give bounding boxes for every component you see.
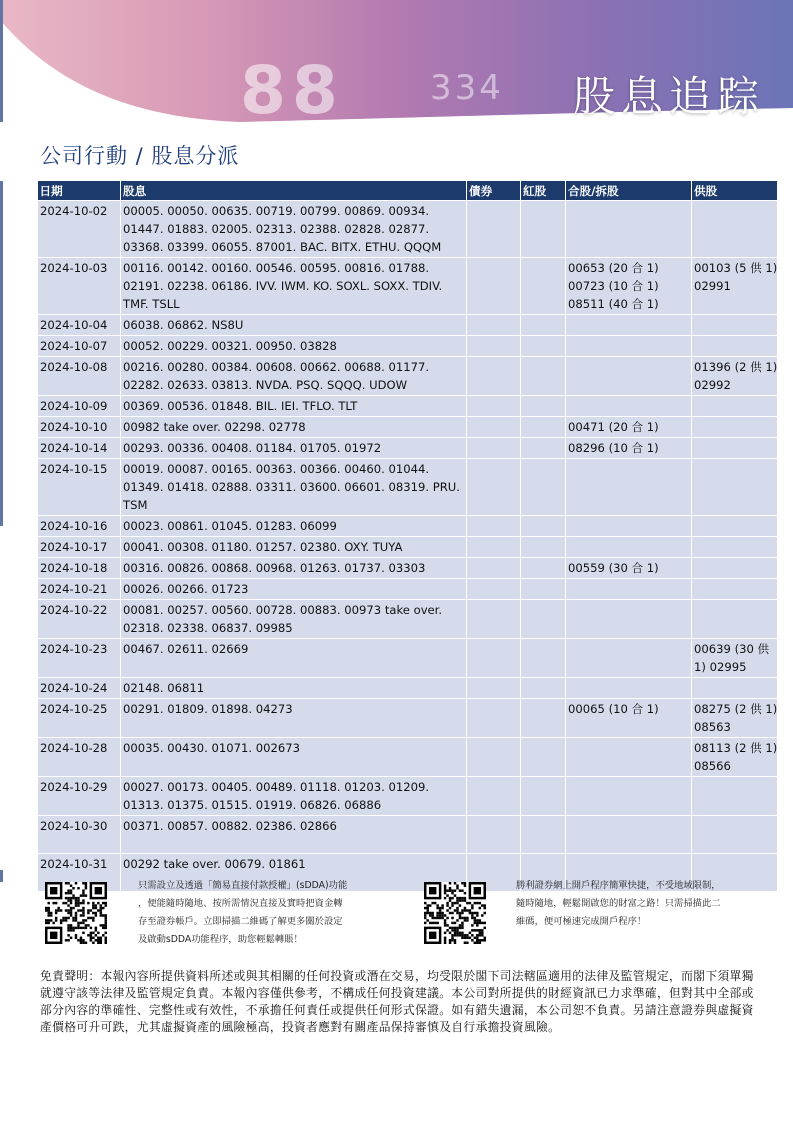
split-cell-line: 00559 (30 合 1) [568,561,659,575]
bond-cell [467,315,521,336]
side-marker [0,870,3,882]
split-cell [566,537,692,558]
bonus-cell [521,357,566,396]
table-row [38,336,778,357]
dividend-table [37,181,778,892]
date-cell: 2024-10-09 [38,396,121,417]
side-marker [0,181,3,526]
dividend-cell [121,438,467,459]
rights-cell-line: 1) 02995 [694,660,747,674]
bonus-cell [521,738,566,777]
split-cell-line: 08511 (40 合 1) [568,297,659,311]
date-cell: 2024-10-23 [38,639,121,678]
table-row [38,357,778,396]
dividend-cell-line: 00467. 02611. 02669 [123,642,249,656]
dividend-cell-line: 00027. 00173. 00405. 00489. 01118. 01203. 01209. [123,780,430,794]
account-opening-qr-code[interactable] [424,882,486,944]
split-cell [566,579,692,600]
table-row [38,678,778,699]
split-cell [566,639,692,678]
dividend-cell-line: 01313. 01375. 01515. 01919. 06826. 06886 [123,798,382,812]
dividend-cell-line: 00292 take over. 00679. 01861 [123,857,306,871]
table-row [38,438,778,459]
bond-cell [467,201,521,258]
dividend-cell-line: 02148. 06811 [123,681,205,695]
rights-cell-line: 02992 [694,378,731,392]
rights-cell-line: 00103 (5 供 1) [694,261,778,275]
rights-cell [692,558,778,579]
dividend-cell-line: 02318. 02338. 06837. 09985 [123,621,293,635]
dividend-cell-line: 00293. 00336. 00408. 01184. 01705. 01972 [123,441,382,455]
dividend-cell-line: 00023. 00861. 01045. 01283. 06099 [123,519,337,533]
split-cell [566,396,692,417]
dividend-cell-line: TSM [123,498,148,512]
rights-cell [692,315,778,336]
dividend-cell-line: 06038. 06862. NS8U [123,318,244,332]
dividend-cell [121,516,467,537]
split-cell [566,417,692,438]
date-cell: 2024-10-03 [38,258,121,315]
dividend-cell [121,558,467,579]
table-row [38,699,778,738]
split-cell [566,600,692,639]
split-cell [566,678,692,699]
dividend-cell [121,315,467,336]
sdda-qr-code[interactable] [45,882,107,944]
date-cell: 2024-10-04 [38,315,121,336]
split-cell [566,459,692,516]
bonus-cell [521,459,566,516]
dividend-cell [121,777,467,816]
promo-line: 及啟動sDDA功能程序，助您輕鬆轉賬！ [138,934,303,945]
bonus-cell [521,315,566,336]
dividend-cell-line: 00116. 00142. 00160. 00546. 00595. 00816. 01788. [123,261,430,275]
dividend-cell [121,459,467,516]
col-header-bond: 債券 [467,181,521,201]
header-banner [0,0,793,122]
sdda-promo-text [138,877,388,949]
split-cell [566,516,692,537]
table-row [38,777,778,816]
dividend-cell-line: 00316. 00826. 00868. 00968. 01263. 01737. 03303 [123,561,426,575]
rights-cell-line: 08113 (2 供 1) [694,741,778,755]
bonus-cell [521,579,566,600]
dividend-cell [121,639,467,678]
date-cell: 2024-10-16 [38,516,121,537]
date-cell: 2024-10-18 [38,558,121,579]
dividend-cell-line: 00005. 00050. 00635. 00719. 00799. 00869. 00934. [123,204,430,218]
split-cell [566,738,692,777]
split-cell-line: 00723 (10 合 1) [568,279,659,293]
bonus-cell [521,516,566,537]
split-cell-line: 00065 (10 合 1) [568,702,659,716]
side-marker [0,0,3,122]
date-cell: 2024-10-02 [38,201,121,258]
bonus-cell [521,777,566,816]
table-row [38,639,778,678]
dividend-cell-line: 00035. 00430. 01071. 002673 [123,741,301,755]
bonus-cell [521,336,566,357]
rights-cell [692,579,778,600]
split-cell [566,777,692,816]
dividend-cell-line: 00026. 00266. 01723 [123,582,249,596]
dividend-cell-line: 02191. 02238. 06186. IVV. IWM. KO. SOXL. SOXX. TDIV. [123,279,443,293]
bonus-cell [521,816,566,854]
rights-cell [692,201,778,258]
table-body [38,201,778,892]
split-cell [566,438,692,459]
rights-cell-line: 01396 (2 供 1) [694,360,778,374]
table-row [38,396,778,417]
rights-cell-line: 08563 [694,720,731,734]
rights-cell [692,600,778,639]
account-opening-promo-text [516,877,766,931]
date-cell: 2024-10-07 [38,336,121,357]
table-row [38,417,778,438]
date-cell: 2024-10-29 [38,777,121,816]
date-cell: 2024-10-08 [38,357,121,396]
bond-cell [467,699,521,738]
promo-line: 維碼，便可極速完成開戶程序！ [516,916,647,927]
table-row [38,600,778,639]
bond-cell [467,579,521,600]
rights-cell [692,417,778,438]
dividend-cell [121,258,467,315]
bond-cell [467,417,521,438]
bonus-cell [521,417,566,438]
promo-line: 勝利證券網上開戶程序簡單快捷，不受地域限制， [516,880,721,891]
promo-line: 存至證券帳戶。立即掃描二維碼了解更多關於設定 [138,916,343,927]
split-cell [566,315,692,336]
date-cell: 2024-10-31 [38,854,121,892]
col-header-split: 合股/拆股 [566,181,692,201]
date-cell: 2024-10-17 [38,537,121,558]
rights-cell [692,396,778,417]
rights-cell [692,738,778,777]
bond-cell [467,600,521,639]
promo-line: 隨時隨地，輕鬆開啟您的財富之路！只需掃描此二 [516,898,721,909]
bond-cell [467,438,521,459]
section-title: 公司行動 / 股息分派 [40,144,240,168]
split-cell [566,558,692,579]
date-cell: 2024-10-25 [38,699,121,738]
bond-cell [467,738,521,777]
date-cell: 2024-10-30 [38,816,121,854]
dividend-cell-line: 00369. 00536. 01848. BIL. IEI. TFLO. TLT [123,399,358,413]
col-header-date: 日期 [38,181,121,201]
bonus-cell [521,201,566,258]
bonus-cell [521,396,566,417]
bond-cell [467,396,521,417]
rights-cell [692,336,778,357]
dividend-cell [121,600,467,639]
bonus-cell [521,699,566,738]
rights-cell-line: 08275 (2 供 1) [694,702,778,716]
bond-cell [467,639,521,678]
dividend-cell-line: 03368. 03399. 06055. 87001. BAC. BITX. ETHU. QQQM [123,240,442,254]
bond-cell [467,357,521,396]
dividend-cell-line: 02282. 02633. 03813. NVDA. PSQ. SQQQ. UDOW [123,378,408,392]
table-row [38,738,778,777]
dividend-cell-line: 01349. 01418. 02888. 03311. 03600. 06601. 08319. PRU. [123,480,460,494]
dividend-cell-line: 00052. 00229. 00321. 00950. 03828 [123,339,337,353]
bond-cell [467,258,521,315]
split-cell [566,336,692,357]
dividend-cell [121,537,467,558]
col-header-rights: 供股 [692,181,778,201]
date-cell: 2024-10-22 [38,600,121,639]
dividend-cell [121,396,467,417]
dividend-cell [121,816,467,854]
banner-title: 股息追踪 [572,72,765,121]
dividend-cell [121,699,467,738]
promo-line: ，便能隨時隨地、按所需情況直接及實時把資金轉 [138,898,343,909]
banner-decor-digits-small: 334 [430,68,504,108]
bonus-cell [521,438,566,459]
date-cell: 2024-10-15 [38,459,121,516]
rights-cell [692,678,778,699]
bond-cell [467,516,521,537]
split-cell [566,357,692,396]
col-header-dividend: 股息 [121,181,467,201]
date-cell: 2024-10-24 [38,678,121,699]
split-cell-line: 00471 (20 合 1) [568,420,659,434]
bonus-cell [521,639,566,678]
bond-cell [467,816,521,854]
col-header-bonus: 紅股 [521,181,566,201]
table-row [38,459,778,516]
rights-cell [692,699,778,738]
split-cell [566,258,692,315]
dividend-cell-line: 00081. 00257. 00560. 00728. 00883. 00973 take over. [123,603,443,617]
dividend-cell-line: TMF. TSLL [123,297,180,311]
split-cell-line: 08296 (10 合 1) [568,441,659,455]
table-row [38,516,778,537]
split-cell [566,699,692,738]
table-row [38,315,778,336]
dividend-cell [121,678,467,699]
bond-cell [467,537,521,558]
rights-cell [692,537,778,558]
rights-cell [692,258,778,315]
bond-cell [467,558,521,579]
date-cell: 2024-10-14 [38,438,121,459]
dividend-cell [121,579,467,600]
bond-cell [467,678,521,699]
dividend-cell [121,201,467,258]
dividend-cell [121,738,467,777]
dividend-cell [121,336,467,357]
bonus-cell [521,600,566,639]
dividend-cell-line: 00216. 00280. 00384. 00608. 00662. 00688. 01177. [123,360,430,374]
bond-cell [467,777,521,816]
bonus-cell [521,537,566,558]
date-cell: 2024-10-21 [38,579,121,600]
split-cell [566,201,692,258]
rights-cell [692,438,778,459]
bonus-cell [521,558,566,579]
bonus-cell [521,678,566,699]
dividend-cell-line: 00982 take over. 02298. 02778 [123,420,306,434]
rights-cell [692,777,778,816]
rights-cell [692,816,778,854]
rights-cell [692,639,778,678]
bond-cell [467,336,521,357]
rights-cell-line: 08566 [694,759,731,773]
split-cell [566,816,692,854]
promo-line: 只需設立及透過「簡易直接付款授權」(sDDA)功能 [138,880,348,891]
dividend-cell-line: 00371. 00857. 00882. 02386. 02866 [123,819,337,833]
rights-cell-line: 00639 (30 供 [694,642,770,656]
date-cell: 2024-10-28 [38,738,121,777]
rights-cell [692,459,778,516]
table-row [38,816,778,854]
rights-cell [692,357,778,396]
dividend-cell-line: 00019. 00087. 00165. 00363. 00366. 00460. 01044. [123,462,430,476]
dividend-cell [121,357,467,396]
bond-cell [467,459,521,516]
bonus-cell [521,258,566,315]
dividend-cell-line: 01447. 01883. 02005. 02313. 02388. 02828. 02877. [123,222,430,236]
banner-decor-digits: 88 [240,52,344,122]
split-cell-line: 00653 (20 合 1) [568,261,659,275]
rights-cell-line: 02991 [694,279,731,293]
table-header-row [38,181,778,201]
dividend-cell-line: 00041. 00308. 01180. 01257. 02380. OXY. TUYA [123,540,403,554]
dividend-cell [121,417,467,438]
table-row [38,579,778,600]
date-cell: 2024-10-10 [38,417,121,438]
table-row [38,537,778,558]
table-row [38,258,778,315]
rights-cell [692,516,778,537]
disclaimer: 免責聲明：本報內容所提供資料所述或與其相關的任何投資或潛在交易，均受限於閣下司法轄區適用的法律及監管規定，而閣下須單獨就遵守該等法律及監管規定負責。本報內容僅供參考，不構成任何投資建議。本公司對所提供的財經資訊已力求準確，但對其中全部或部分內容的準確性、完整性或有效性，不承擔任何責任或提供任何形式保證。如有錯失遺漏，本公司恕不負責。另請注意證券與虛擬資產價格可升可跌，尤其虛擬資產的風險極高，投資者應對有關產品保持審慎及自行承擔投資風險。 [40,969,754,1034]
table-row [38,201,778,258]
table-row [38,558,778,579]
dividend-cell-line: 00291. 01809. 01898. 04273 [123,702,293,716]
